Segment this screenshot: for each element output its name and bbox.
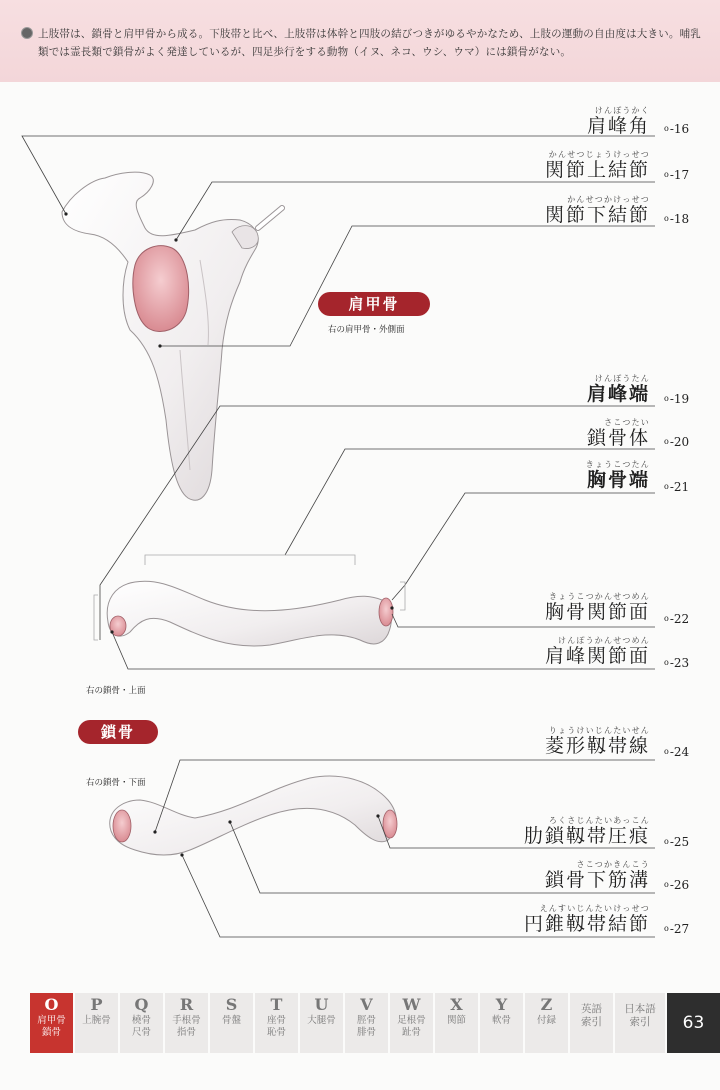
- term-ref[interactable]: o-16: [664, 122, 690, 136]
- term-sternal-end: [586, 460, 650, 491]
- clavicle-badge: 鎖骨: [78, 720, 158, 744]
- tab-y[interactable]: Y 軟骨: [480, 993, 524, 1053]
- term-name: 菱形靱帯線: [544, 735, 650, 757]
- tab-t[interactable]: T 座骨 恥骨: [255, 993, 299, 1053]
- term-name: 鎖骨体: [586, 427, 650, 449]
- term-ruby: きょうこつたん: [585, 460, 650, 469]
- term-name: 肩峰関節面: [544, 645, 650, 667]
- term-ref[interactable]: o-26: [664, 878, 690, 892]
- term-trapezoid-line: [545, 726, 650, 757]
- term-ref[interactable]: o-20: [664, 435, 690, 449]
- tab-o[interactable]: O 肩甲骨 鎖骨: [30, 993, 74, 1053]
- term-name: 胸骨端: [586, 469, 650, 491]
- clavicle-upper-caption: 右の鎖骨・上面: [86, 686, 146, 696]
- term-clavicle-body: [587, 418, 650, 449]
- clavicle-lower-figure: [110, 776, 397, 855]
- term-ruby: かんせつじょうけっせつ: [548, 150, 650, 159]
- term-subclavian-groove: [545, 860, 650, 891]
- term-name: 胸骨関節面: [544, 601, 650, 623]
- term-name: 肩峰角: [586, 115, 650, 137]
- term-ruby: りょうけいじんたいせん: [548, 726, 650, 735]
- term-ruby: ろくさじんたいあっこん: [548, 816, 650, 825]
- term-ref[interactable]: o-18: [664, 212, 690, 226]
- tab-q[interactable]: Q 橈骨 尺骨: [120, 993, 164, 1053]
- term-ref[interactable]: o-21: [664, 480, 690, 494]
- term-conoid-tubercle: [524, 904, 650, 935]
- term-name: 円錐靱帯結節: [523, 913, 650, 935]
- page-number: 63: [667, 993, 720, 1053]
- term-ruby: きょうこつかんせつめん: [548, 592, 650, 601]
- term-acromial-end: [587, 374, 650, 405]
- term-name: 肩峰端: [586, 383, 650, 405]
- term-sternal-articular-surface: [545, 592, 650, 623]
- term-acromial-angle: [587, 106, 650, 137]
- term-name: 鎖骨下筋溝: [544, 869, 650, 891]
- term-ruby: かんせつかけっせつ: [567, 195, 650, 204]
- term-ruby: けんぽうかく: [594, 106, 650, 115]
- index-tab-bar: [30, 993, 720, 1053]
- term-ruby: けんぽうかんせつめん: [558, 636, 650, 645]
- term-costoclavicular-impression: [524, 816, 650, 847]
- tab-z[interactable]: Z 付録: [525, 993, 569, 1053]
- clavicle-lower-caption: 右の鎖骨・下面: [86, 778, 146, 788]
- term-infraglenoid-tubercle: [545, 195, 650, 226]
- term-ref[interactable]: o-23: [664, 656, 690, 670]
- term-ruby: けんぽうたん: [594, 374, 650, 383]
- intro-text: 上肢帯は、鎖骨と肩甲骨から成る。下肢帯と比べ、上肢帯は体幹と四肢の結びつきがゆるやかなため、上肢の運動の自由度は大きい。哺乳類では霊長類で鎖骨がよく発達しているが、四足歩行をする動物（イヌ、ネコ、ウシ、ウマ）には鎖骨がない。: [38, 28, 701, 58]
- term-ruby: さこつかきんこう: [576, 860, 650, 869]
- term-name: 関節上結節: [544, 159, 650, 181]
- term-ref[interactable]: o-27: [664, 922, 690, 936]
- term-ref[interactable]: o-19: [664, 392, 690, 406]
- tab-japanese-index[interactable]: 日本語 索引: [615, 993, 666, 1053]
- clavicle-upper-figure: [107, 581, 393, 646]
- term-acromial-articular-surface: [545, 636, 650, 667]
- term-supraglenoid-tubercle: [545, 150, 650, 181]
- term-ruby: えんすいじんたいけっせつ: [539, 904, 650, 913]
- tab-x[interactable]: X 関節: [435, 993, 479, 1053]
- term-ref[interactable]: o-22: [664, 612, 690, 626]
- term-ref[interactable]: o-24: [664, 745, 690, 759]
- term-name: 肋鎖靱帯圧痕: [523, 825, 650, 847]
- tab-u[interactable]: U 大腿骨: [300, 993, 344, 1053]
- term-ref[interactable]: o-25: [664, 835, 690, 849]
- term-ref[interactable]: o-17: [664, 168, 690, 182]
- scapula-caption: 右の肩甲骨・外側面: [328, 325, 405, 335]
- tab-english-index[interactable]: 英語 索引: [570, 993, 614, 1053]
- tab-s[interactable]: S 骨盤: [210, 993, 254, 1053]
- term-name: 関節下結節: [544, 204, 650, 226]
- scapula-figure: [62, 172, 282, 500]
- tab-v[interactable]: V 脛骨 腓骨: [345, 993, 389, 1053]
- tab-w[interactable]: W 足根骨 趾骨: [390, 993, 434, 1053]
- scapula-badge: 肩甲骨: [318, 292, 430, 316]
- term-ruby: さこつたい: [604, 418, 650, 427]
- tab-r[interactable]: R 手根骨 指骨: [165, 993, 209, 1053]
- tab-p[interactable]: P 上腕骨: [75, 993, 119, 1053]
